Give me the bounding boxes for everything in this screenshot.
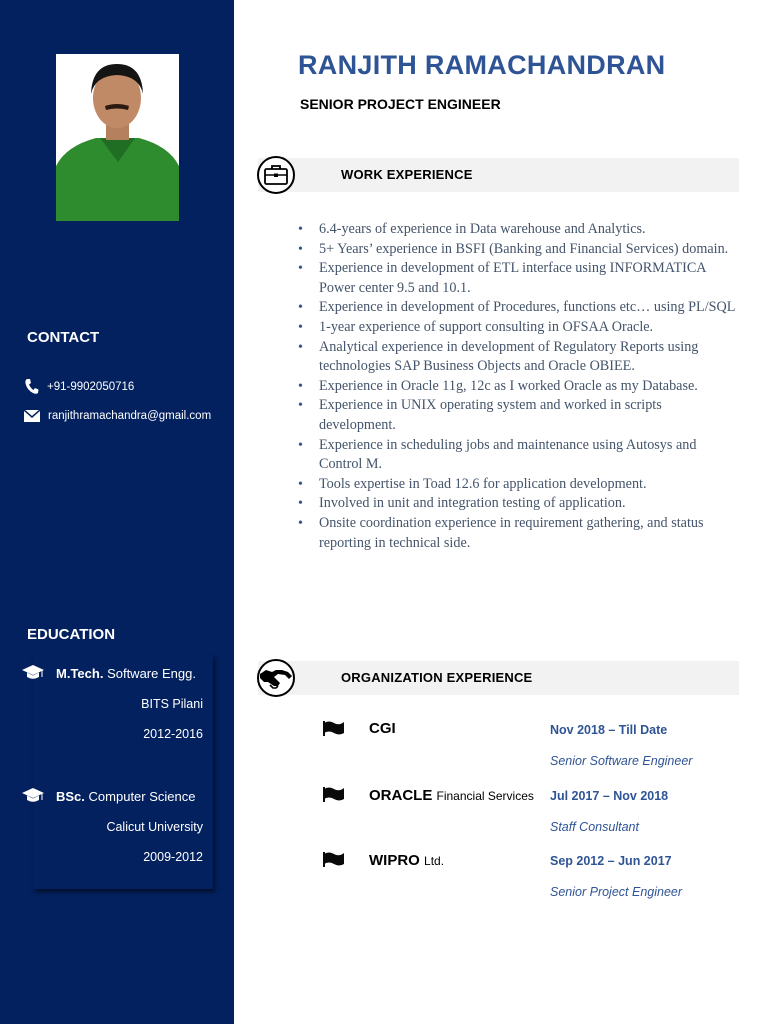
list-item: • Onsite coordination experience in requirement gathering, and status reporting in technical side.: [298, 514, 738, 553]
org-main: WIPRO: [369, 852, 420, 869]
phone-icon: [24, 378, 39, 395]
list-item: • Experience in scheduling jobs and maintenance using Autosys and Control M.: [298, 436, 738, 475]
list-item: • Involved in unit and integration testing of application.: [298, 494, 738, 514]
flag-icon: [323, 786, 345, 802]
org-suffix: Ltd.: [424, 854, 445, 868]
work-experience-list: [298, 220, 738, 553]
profile-photo: [56, 54, 179, 221]
education-heading: EDUCATION: [27, 626, 116, 643]
sidebar: [0, 0, 234, 1024]
org-main: CGI: [369, 720, 396, 737]
flag-icon: [323, 720, 345, 736]
org-main: ORACLE: [369, 787, 433, 804]
flag-icon: [323, 851, 345, 867]
education-institution: BITS Pilani: [141, 697, 203, 711]
list-item: • 5+ Years’ experience in BSFI (Banking and Financial Services) domain.: [298, 240, 738, 260]
education-years: 2009-2012: [143, 850, 203, 864]
organization-dates: Sep 2012 – Jun 2017: [550, 854, 672, 868]
org-suffix: Financial Services: [436, 789, 534, 803]
organization-dates: Jul 2017 – Nov 2018: [550, 789, 669, 803]
handshake-icon: [256, 658, 296, 698]
degree-field: Software Engg.: [107, 665, 196, 681]
contact-heading: CONTACT: [27, 329, 100, 346]
list-item: • Experience in development of ETL interface using INFORMATICA Power center 9.5 and 10.1.: [298, 259, 738, 298]
organization-role: Senior Project Engineer: [550, 885, 683, 899]
degree-field: Computer Science: [88, 788, 196, 804]
phone-number: +91-9902050716: [47, 380, 135, 393]
list-item: • Experience in UNIX operating system and worked in scripts development.: [298, 396, 738, 435]
list-item: • Experience in development of Procedures, functions etc… using PL/SQL: [298, 298, 738, 318]
organization-role: Senior Software Engineer: [550, 754, 693, 768]
organization-dates: Nov 2018 – Till Date: [550, 723, 668, 737]
work-experience-heading: WORK EXPERIENCE: [341, 167, 473, 182]
list-item: • Analytical experience in development of Regulatory Reports using technologies SAP Business Objects and Oracle OBIEE.: [298, 338, 738, 377]
email-address[interactable]: ranjithramachandra@gmail.com: [48, 410, 212, 422]
list-item: • 1-year experience of support consulting in OFSAA Oracle.: [298, 318, 738, 338]
work-experience-bar: [258, 158, 739, 192]
email-row: [24, 410, 211, 422]
organization-role: Staff Consultant: [550, 820, 639, 834]
organization-experience-bar: [258, 661, 739, 695]
briefcase-icon: [256, 155, 296, 195]
education-degree: [22, 788, 195, 804]
envelope-icon: [24, 410, 40, 422]
education-institution: Calicut University: [106, 820, 203, 834]
graduation-cap-icon: [22, 788, 44, 804]
graduation-cap-icon: [22, 665, 44, 681]
organization-name: [369, 787, 534, 804]
education-degree: [22, 665, 196, 681]
list-item: • 6.4-years of experience in Data warehouse and Analytics.: [298, 220, 738, 240]
organization-experience-heading: ORGANIZATION EXPERIENCE: [341, 670, 533, 685]
phone-row: [24, 378, 134, 395]
organization-name: [369, 852, 444, 869]
education-years: 2012-2016: [143, 727, 203, 741]
list-item: • Tools expertise in Toad 12.6 for application development.: [298, 475, 738, 495]
candidate-name: RANJITH RAMACHANDRAN: [298, 50, 666, 80]
degree-abbr: M.Tech.: [56, 665, 104, 681]
candidate-title: SENIOR PROJECT ENGINEER: [300, 96, 501, 112]
list-item: • Experience in Oracle 11g, 12c as I worked Oracle as my Database.: [298, 377, 738, 397]
organization-name: [369, 720, 396, 737]
degree-abbr: BSc.: [56, 788, 85, 804]
